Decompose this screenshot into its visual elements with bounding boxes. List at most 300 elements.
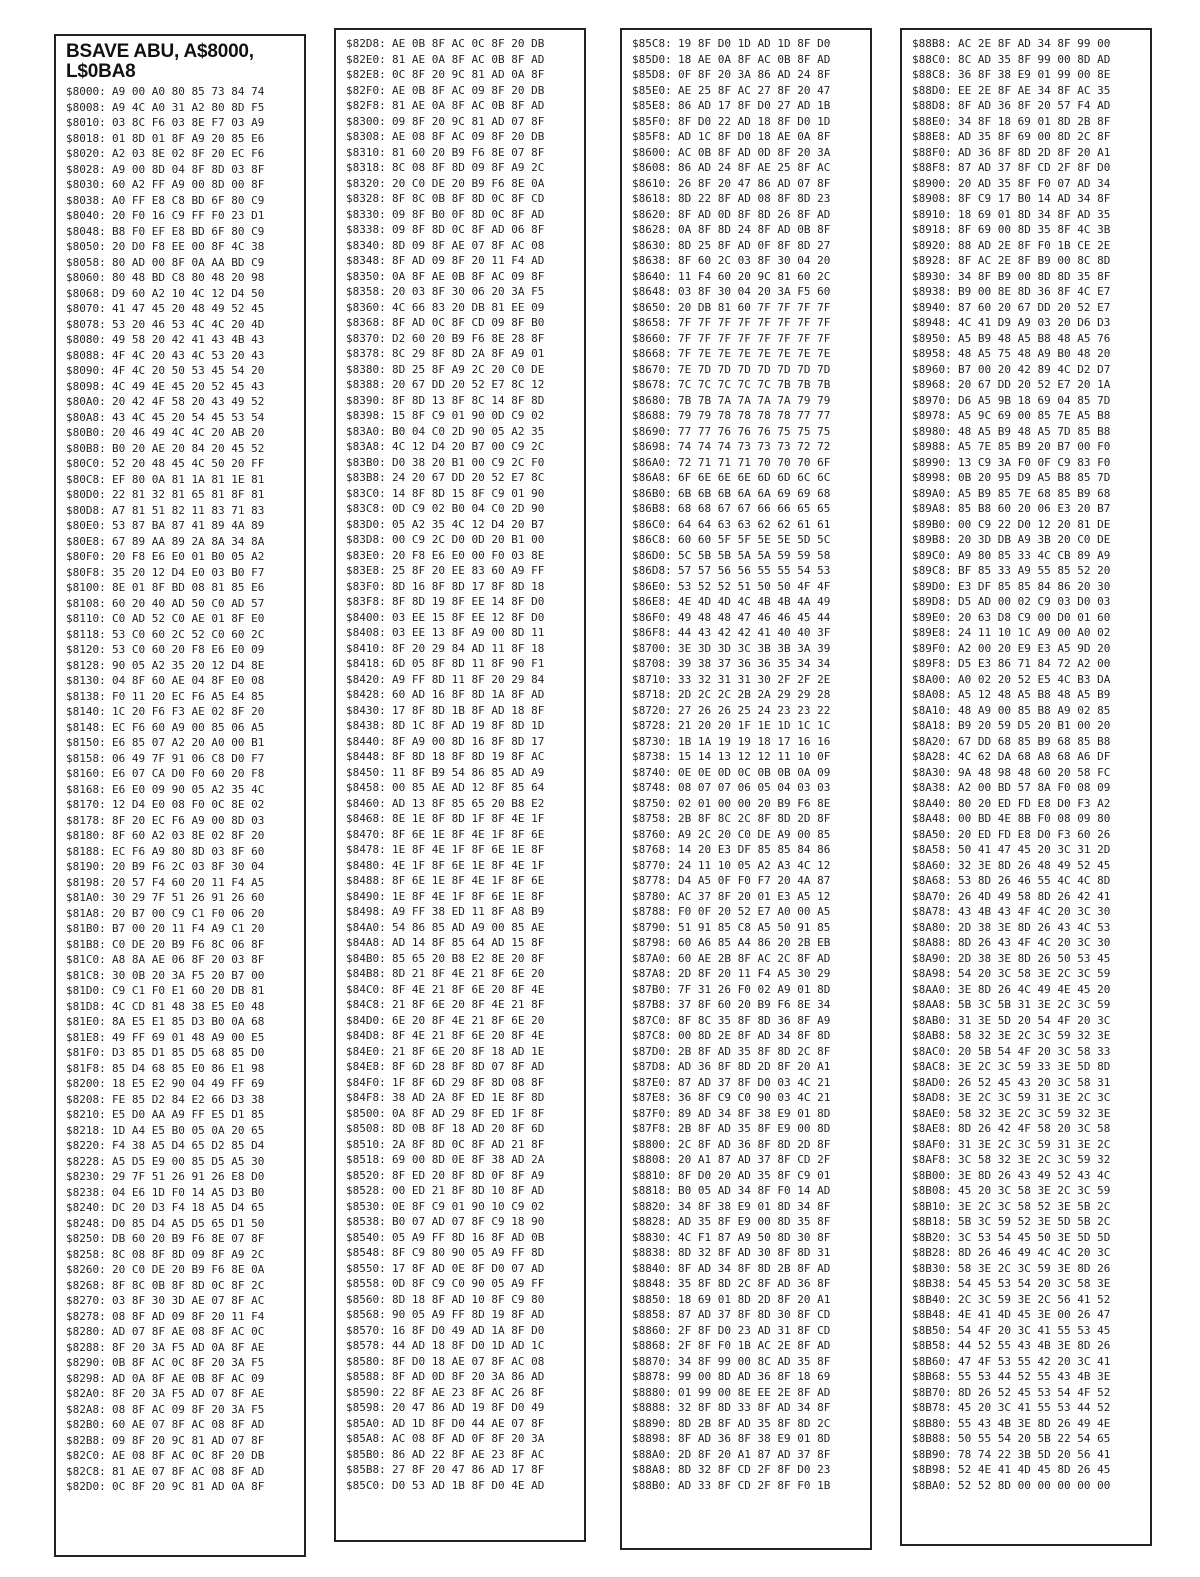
address-label: $8AA0: <box>912 982 952 996</box>
address-label: $8370: <box>346 331 386 345</box>
hex-bytes: 5C 5B 5B 5A 5A 59 59 58 <box>678 548 831 562</box>
hex-bytes: 7F 31 26 F0 02 A9 01 8D <box>678 982 831 996</box>
hex-bytes: 26 8F 20 47 86 AD 07 8F <box>678 176 831 190</box>
hex-bytes: 64 64 63 63 62 62 61 61 <box>678 517 831 531</box>
hex-line <box>66 193 298 209</box>
address-label: $88E0: <box>912 114 952 128</box>
hex-bytes: A9 FF 8D 11 8F 20 29 84 <box>392 672 545 686</box>
address-label: $86B0: <box>632 486 672 500</box>
hex-line <box>66 937 298 953</box>
hex-line <box>346 563 578 579</box>
address-label: $8B88: <box>912 1432 952 1445</box>
hex-bytes: 20 A1 87 AD 37 8F CD 2F <box>678 1153 831 1166</box>
address-label: $88A0: <box>632 1447 672 1461</box>
hex-bytes: 49 FF 69 01 48 A9 00 E5 <box>112 1030 265 1044</box>
address-label: $8528: <box>346 1184 386 1197</box>
hex-line <box>66 379 298 395</box>
address-label: $8130: <box>66 674 106 687</box>
address-label: $8678: <box>632 378 672 391</box>
address-label: $8A68: <box>912 874 952 887</box>
hex-bytes: AE 08 8F AC 0C 8F 20 DB <box>112 1449 265 1462</box>
address-label: $8AB0: <box>912 1013 952 1027</box>
hex-bytes: 4C 12 D4 20 B7 00 C9 2C <box>392 440 545 453</box>
hex-bytes: 09 8F 20 9C 81 AD 07 8F <box>392 114 545 128</box>
address-label: $8810: <box>632 1168 672 1182</box>
address-label: $83A8: <box>346 440 386 453</box>
address-label: $8BA0: <box>912 1478 952 1492</box>
hex-line <box>912 1307 1144 1323</box>
hex-bytes: 20 B7 00 C9 C1 F0 06 20 <box>112 906 265 920</box>
hex-bytes: 00 8D 2E 8F AD 34 8F 8D <box>678 1029 831 1042</box>
hex-line <box>912 858 1144 874</box>
address-label: $8A58: <box>912 843 952 856</box>
hex-line <box>346 1276 578 1292</box>
address-label: $80A0: <box>66 395 106 408</box>
hex-bytes: 85 B8 60 20 06 E3 20 B7 <box>958 502 1111 515</box>
hex-line <box>346 749 578 765</box>
address-label: $8AC0: <box>912 1044 952 1058</box>
hex-line <box>632 749 864 765</box>
address-label: $8420: <box>346 672 386 686</box>
hex-line <box>632 811 864 827</box>
hex-line <box>632 1152 864 1168</box>
address-label: $8428: <box>346 688 386 701</box>
address-label: $8600: <box>632 145 672 159</box>
hex-line <box>632 1059 864 1075</box>
hex-line <box>346 160 578 176</box>
hex-line <box>66 983 298 999</box>
hex-bytes: 8F 6E 1E 8F 4E 1F 8F 6E <box>392 827 545 841</box>
hex-line <box>912 873 1144 889</box>
hex-bytes: 9A 48 98 48 60 20 58 FC <box>958 765 1111 779</box>
hex-line <box>66 1309 298 1325</box>
address-label: $8250: <box>66 1232 106 1245</box>
address-label: $85D8: <box>632 68 672 81</box>
address-label: $8078: <box>66 317 106 331</box>
hex-line <box>632 1338 864 1354</box>
address-label: $8798: <box>632 936 672 949</box>
hex-column-3 <box>620 28 872 1550</box>
hex-line <box>912 486 1144 502</box>
hex-bytes: 8C 08 8F 8D 09 8F A9 2C <box>112 1247 265 1261</box>
hex-line <box>66 1123 298 1139</box>
hex-bytes: 8F 20 3A F5 AD 07 8F AE <box>112 1387 265 1400</box>
hex-bytes: 52 4E 41 4D 45 8D 26 45 <box>958 1463 1111 1476</box>
address-label: $8300: <box>346 114 386 128</box>
hex-bytes: A8 8A AE 06 8F 20 03 8F <box>112 953 265 966</box>
hex-bytes: E6 85 07 A2 20 A0 00 B1 <box>112 736 265 749</box>
address-label: $86A0: <box>632 455 672 469</box>
hex-bytes: 3C 53 54 45 50 3E 5D 5D <box>958 1230 1111 1244</box>
hex-bytes: 45 20 3C 41 55 53 44 52 <box>958 1401 1111 1414</box>
hex-line <box>66 1386 298 1402</box>
hex-bytes: E3 DF 85 85 84 86 20 30 <box>958 579 1111 593</box>
hex-bytes: 86 AD 24 8F AE 25 8F AC <box>678 161 831 174</box>
hex-bytes: 4E 1F 8F 6E 1E 8F 4E 1F <box>392 858 545 872</box>
hex-bytes: 20 ED FD E8 D0 F3 60 26 <box>958 827 1111 841</box>
address-label: $8350: <box>346 269 386 283</box>
hex-line <box>346 594 578 610</box>
hex-bytes: 58 3E 2C 3C 59 3E 8D 26 <box>958 1261 1111 1275</box>
hex-bytes: 0F 8F 20 3A 86 AD 24 8F <box>678 68 831 81</box>
address-label: $8598: <box>346 1401 386 1414</box>
hex-bytes: 6E 20 8F 4E 21 8F 6E 20 <box>392 1013 545 1027</box>
hex-bytes: 30 29 7F 51 26 91 26 60 <box>112 891 265 904</box>
hex-line <box>632 532 864 548</box>
hex-line <box>66 1479 298 1495</box>
hex-bytes: 77 77 76 76 76 75 75 75 <box>678 424 831 438</box>
address-label: $84E0: <box>346 1044 386 1058</box>
hex-line <box>912 1168 1144 1184</box>
address-label: $8558: <box>346 1277 386 1290</box>
address-label: $86E8: <box>632 595 672 608</box>
address-label: $8890: <box>632 1416 672 1430</box>
hex-bytes: 81 AE 07 8F AC 08 8F AD <box>112 1464 265 1478</box>
hex-line <box>346 1245 578 1261</box>
address-label: $89F8: <box>912 657 952 670</box>
hex-bytes: 53 8D 26 46 55 4C 4C 8D <box>958 874 1111 887</box>
address-label: $8A98: <box>912 967 952 980</box>
hex-bytes: 2C 8F AD 36 8F 8D 2D 8F <box>678 1137 831 1151</box>
hex-line <box>912 207 1144 223</box>
address-label: $8050: <box>66 240 106 253</box>
address-label: $8650: <box>632 300 672 314</box>
hex-line <box>632 346 864 362</box>
address-label: $8998: <box>912 471 952 484</box>
hex-bytes: 0A 8F AD 29 8F ED 1F 8F <box>392 1106 545 1120</box>
hex-bytes: 8F 69 00 8D 35 8F 4C 3B <box>958 223 1111 236</box>
hex-line <box>912 424 1144 440</box>
address-label: $8A60: <box>912 858 952 872</box>
hex-line <box>632 331 864 347</box>
hex-line <box>912 548 1144 564</box>
address-label: $8348: <box>346 254 386 267</box>
address-label: $81F8: <box>66 1061 106 1075</box>
address-label: $87E0: <box>632 1075 672 1089</box>
hex-line <box>632 176 864 192</box>
address-label: $8B00: <box>912 1168 952 1182</box>
hex-line <box>66 348 298 364</box>
hex-line <box>912 455 1144 471</box>
address-label: $80B8: <box>66 441 106 455</box>
hex-bytes: 15 8F C9 01 90 0D C9 02 <box>392 409 545 422</box>
hex-line <box>66 797 298 813</box>
hex-line <box>632 1245 864 1261</box>
address-label: $8440: <box>346 734 386 748</box>
address-label: $8198: <box>66 875 106 889</box>
hex-line <box>912 1059 1144 1075</box>
hex-bytes: B9 00 8E 8D 36 8F 4C E7 <box>958 285 1111 298</box>
hex-bytes: 08 8F AC 09 8F 20 3A F5 <box>112 1402 265 1416</box>
hex-line <box>346 687 578 703</box>
hex-line <box>66 1216 298 1232</box>
address-label: $8938: <box>912 285 952 298</box>
address-label: $80F8: <box>66 565 106 579</box>
hex-bytes: 89 AD 34 8F 38 E9 01 8D <box>678 1106 831 1120</box>
hex-bytes: A9 FF 38 ED 11 8F A8 B9 <box>392 905 545 918</box>
address-label: $83F8: <box>346 595 386 608</box>
hex-line <box>346 222 578 238</box>
hex-line <box>912 563 1144 579</box>
address-label: $8750: <box>632 796 672 810</box>
address-label: $8778: <box>632 874 672 887</box>
address-label: $8018: <box>66 131 106 145</box>
hex-bytes: 53 20 46 53 4C 4C 20 4D <box>112 317 265 331</box>
hex-line <box>346 284 578 300</box>
address-label: $8668: <box>632 347 672 360</box>
address-label: $8818: <box>632 1184 672 1197</box>
address-label: $8B58: <box>912 1339 952 1352</box>
hex-line <box>346 827 578 843</box>
hex-bytes: 32 8F 8D 33 8F AD 34 8F <box>678 1401 831 1414</box>
hex-line <box>912 145 1144 161</box>
hex-lines <box>632 36 864 1493</box>
hex-bytes: 24 11 10 05 A2 A3 4C 12 <box>678 858 831 872</box>
hex-bytes: 81 AE 0A 8F AC 0B 8F AD <box>392 99 545 112</box>
hex-bytes: 60 AE 2B 8F AC 2C 8F AD <box>678 951 831 965</box>
hex-line <box>632 1044 864 1060</box>
address-label: $8800: <box>632 1137 672 1151</box>
address-label: $88D8: <box>912 99 952 112</box>
hex-line <box>66 487 298 503</box>
address-label: $8080: <box>66 333 106 346</box>
hex-bytes: 8F A9 00 8D 16 8F 8D 17 <box>392 734 545 748</box>
address-label: $83D0: <box>346 517 386 531</box>
address-label: $8900: <box>912 176 952 190</box>
address-label: $84E8: <box>346 1060 386 1073</box>
address-label: $8820: <box>632 1199 672 1213</box>
address-label: $83E8: <box>346 564 386 577</box>
hex-line <box>632 1478 864 1494</box>
hex-line <box>346 610 578 626</box>
hex-line <box>912 796 1144 812</box>
address-label: $8B68: <box>912 1370 952 1383</box>
hex-line <box>346 1230 578 1246</box>
hex-line <box>66 1417 298 1433</box>
hex-line <box>632 563 864 579</box>
address-label: $81E8: <box>66 1030 106 1044</box>
hex-line <box>912 1385 1144 1401</box>
hex-bytes: A9 2C 20 C0 DE A9 00 85 <box>678 827 831 841</box>
hex-bytes: 8F AD 09 8F 20 11 F4 AD <box>392 254 545 267</box>
hex-bytes: 68 68 67 67 66 66 65 65 <box>678 502 831 515</box>
hex-line <box>632 98 864 114</box>
address-label: $82A0: <box>66 1387 106 1400</box>
address-label: $8048: <box>66 224 106 238</box>
hex-line <box>346 780 578 796</box>
hex-bytes: 8F 8C 35 8F 8D 36 8F A9 <box>678 1013 831 1027</box>
hex-line <box>66 363 298 379</box>
hex-line <box>912 765 1144 781</box>
hex-line <box>632 904 864 920</box>
hex-bytes: 21 8F 6E 20 8F 18 AD 1E <box>392 1044 545 1058</box>
hex-bytes: 50 55 54 20 5B 22 54 65 <box>958 1432 1111 1445</box>
address-label: $8230: <box>66 1170 106 1183</box>
address-label: $8000: <box>66 85 106 98</box>
hex-bytes: 18 69 01 8D 34 8F AD 35 <box>958 207 1111 221</box>
hex-line <box>66 1107 298 1123</box>
address-label: $85B8: <box>346 1463 386 1476</box>
address-label: $8538: <box>346 1215 386 1228</box>
address-label: $8AE0: <box>912 1106 952 1120</box>
hex-bytes: 48 A5 75 48 A9 B0 48 20 <box>958 347 1111 360</box>
hex-bytes: 39 38 37 36 36 35 34 34 <box>678 657 831 670</box>
hex-bytes: 67 89 AA 89 2A 8A 34 8A <box>112 534 265 548</box>
hex-bytes: 8D 25 8F A9 2C 20 C0 DE <box>392 362 545 376</box>
hex-line <box>632 1168 864 1184</box>
hex-line <box>632 1214 864 1230</box>
hex-bytes: 54 45 53 54 20 3C 58 3E <box>958 1277 1111 1290</box>
hex-line <box>66 1340 298 1356</box>
hex-line <box>66 1324 298 1340</box>
address-label: $8328: <box>346 192 386 205</box>
hex-column-2 <box>334 28 586 1542</box>
hex-bytes: 8D 32 8F AD 30 8F 8D 31 <box>678 1246 831 1259</box>
hex-line <box>912 222 1144 238</box>
hex-line <box>912 610 1144 626</box>
address-label: $89D8: <box>912 595 952 608</box>
hex-bytes: 17 8F 8D 1B 8F AD 18 8F <box>392 703 545 717</box>
hex-line <box>346 1121 578 1137</box>
hex-line <box>912 1431 1144 1447</box>
hex-line <box>346 1400 578 1416</box>
address-label: $89E0: <box>912 610 952 624</box>
hex-bytes: AC 08 8F AD 0F 8F 20 3A <box>392 1432 545 1445</box>
address-label: $8518: <box>346 1153 386 1166</box>
address-label: $8490: <box>346 889 386 903</box>
hex-bytes: 03 EE 15 8F EE 12 8F D0 <box>392 610 545 624</box>
address-label: $8578: <box>346 1339 386 1352</box>
hex-line <box>346 517 578 533</box>
address-label: $8990: <box>912 455 952 469</box>
hex-line <box>912 1354 1144 1370</box>
hex-line <box>346 1416 578 1432</box>
address-label: $8830: <box>632 1230 672 1244</box>
hex-line <box>912 687 1144 703</box>
hex-bytes: 55 43 4B 3E 8D 26 49 4E <box>958 1416 1111 1430</box>
hex-bytes: AE 08 8F AC 09 8F 20 DB <box>392 130 545 143</box>
hex-bytes: 6B 6B 6B 6A 6A 69 69 68 <box>678 486 831 500</box>
hex-bytes: A5 B9 85 7E 68 85 B9 68 <box>958 486 1111 500</box>
address-label: $84A0: <box>346 920 386 934</box>
hex-line <box>346 656 578 672</box>
hex-bytes: EC F6 A9 80 8D 03 8F 60 <box>112 844 265 858</box>
hex-bytes: BF 85 33 A9 55 85 52 20 <box>958 564 1111 577</box>
hex-line <box>66 658 298 674</box>
hex-lines <box>66 84 298 1495</box>
address-label: $8880: <box>632 1385 672 1399</box>
hex-line <box>346 346 578 362</box>
hex-line <box>66 518 298 534</box>
hex-bytes: 3E 2C 3C 59 33 3E 5D 8D <box>958 1060 1111 1073</box>
hex-line <box>912 129 1144 145</box>
hex-bytes: 8F 6E 1E 8F 4E 1F 8F 6E <box>392 874 545 887</box>
hex-line <box>346 873 578 889</box>
hex-line <box>66 425 298 441</box>
address-label: $8388: <box>346 378 386 391</box>
address-label: $8780: <box>632 889 672 903</box>
hex-line <box>632 718 864 734</box>
hex-line <box>346 1323 578 1339</box>
hex-bytes: 74 74 74 73 73 73 72 72 <box>678 440 831 453</box>
address-label: $87B8: <box>632 998 672 1011</box>
hex-line <box>912 439 1144 455</box>
hex-bytes: A5 D5 E9 00 85 D5 A5 30 <box>112 1154 265 1168</box>
hex-line <box>632 222 864 238</box>
address-label: $8318: <box>346 161 386 174</box>
hex-bytes: 60 A2 FF A9 00 8D 00 8F <box>112 178 265 191</box>
address-label: $8980: <box>912 424 952 438</box>
address-label: $80B0: <box>66 426 106 439</box>
hex-line <box>632 935 864 951</box>
address-label: $8B10: <box>912 1199 952 1213</box>
hex-bytes: F4 38 A5 D4 65 D2 85 D4 <box>112 1139 265 1152</box>
address-label: $86C0: <box>632 517 672 531</box>
hex-bytes: EF 80 0A 81 1A 81 1E 81 <box>112 472 265 486</box>
hex-line <box>912 176 1144 192</box>
hex-bytes: 54 20 3C 58 3E 2C 3C 59 <box>958 967 1111 980</box>
hex-bytes: 4C 49 4E 45 20 52 45 43 <box>112 379 265 393</box>
hex-bytes: 58 32 3E 2C 3C 59 32 3E <box>958 1029 1111 1042</box>
address-label: $82B8: <box>66 1433 106 1447</box>
address-label: $8530: <box>346 1199 386 1213</box>
hex-line <box>912 1338 1144 1354</box>
address-label: $83F0: <box>346 579 386 593</box>
hex-bytes: D5 AD 00 02 C9 03 D0 03 <box>958 595 1111 608</box>
hex-line <box>66 441 298 457</box>
address-label: $88D0: <box>912 83 952 97</box>
address-label: $8090: <box>66 364 106 377</box>
hex-line <box>346 842 578 858</box>
hex-line <box>912 703 1144 719</box>
hex-line <box>346 951 578 967</box>
address-label: $8720: <box>632 703 672 717</box>
hex-bytes: 20 3D DB A9 3B 20 C0 DE <box>958 533 1111 546</box>
address-label: $85A0: <box>346 1416 386 1430</box>
address-label: $82E0: <box>346 52 386 66</box>
address-label: $8958: <box>912 347 952 360</box>
address-label: $8010: <box>66 116 106 129</box>
hex-line <box>912 532 1144 548</box>
hex-line <box>912 1323 1144 1339</box>
hex-line <box>346 1369 578 1385</box>
hex-line <box>346 625 578 641</box>
hex-line <box>66 1355 298 1371</box>
hex-bytes: 8F 8C 0B 8F 8D 0C 8F CD <box>392 192 545 205</box>
hex-bytes: 88 AD 2E 8F F0 1B CE 2E <box>958 238 1111 252</box>
hex-bytes: B0 05 AD 34 8F F0 14 AD <box>678 1184 831 1197</box>
hex-line <box>346 176 578 192</box>
hex-line <box>346 83 578 99</box>
hex-bytes: 12 D4 E0 08 F0 0C 8E 02 <box>112 798 265 811</box>
address-label: $8A88: <box>912 936 952 949</box>
address-label: $8680: <box>632 393 672 407</box>
listing-title: BSAVE ABU, A$8000, L$0BA8 <box>66 41 254 82</box>
hex-line <box>346 1354 578 1370</box>
hex-bytes: A9 4C A0 31 A2 80 8D F5 <box>112 100 265 114</box>
hex-bytes: 8F 60 A2 03 8E 02 8F 20 <box>112 829 265 842</box>
address-label: $88B8: <box>912 37 952 50</box>
hex-line <box>912 67 1144 83</box>
address-label: $8448: <box>346 750 386 763</box>
address-label: $8688: <box>632 409 672 422</box>
address-label: $8088: <box>66 348 106 362</box>
address-label: $8A70: <box>912 889 952 903</box>
hex-bytes: 20 C0 DE 20 B9 F6 8E 0A <box>392 176 545 190</box>
hex-line <box>632 780 864 796</box>
address-label: $8AF8: <box>912 1153 952 1166</box>
hex-bytes: 81 AE 0A 8F AC 0B 8F AD <box>392 52 545 66</box>
